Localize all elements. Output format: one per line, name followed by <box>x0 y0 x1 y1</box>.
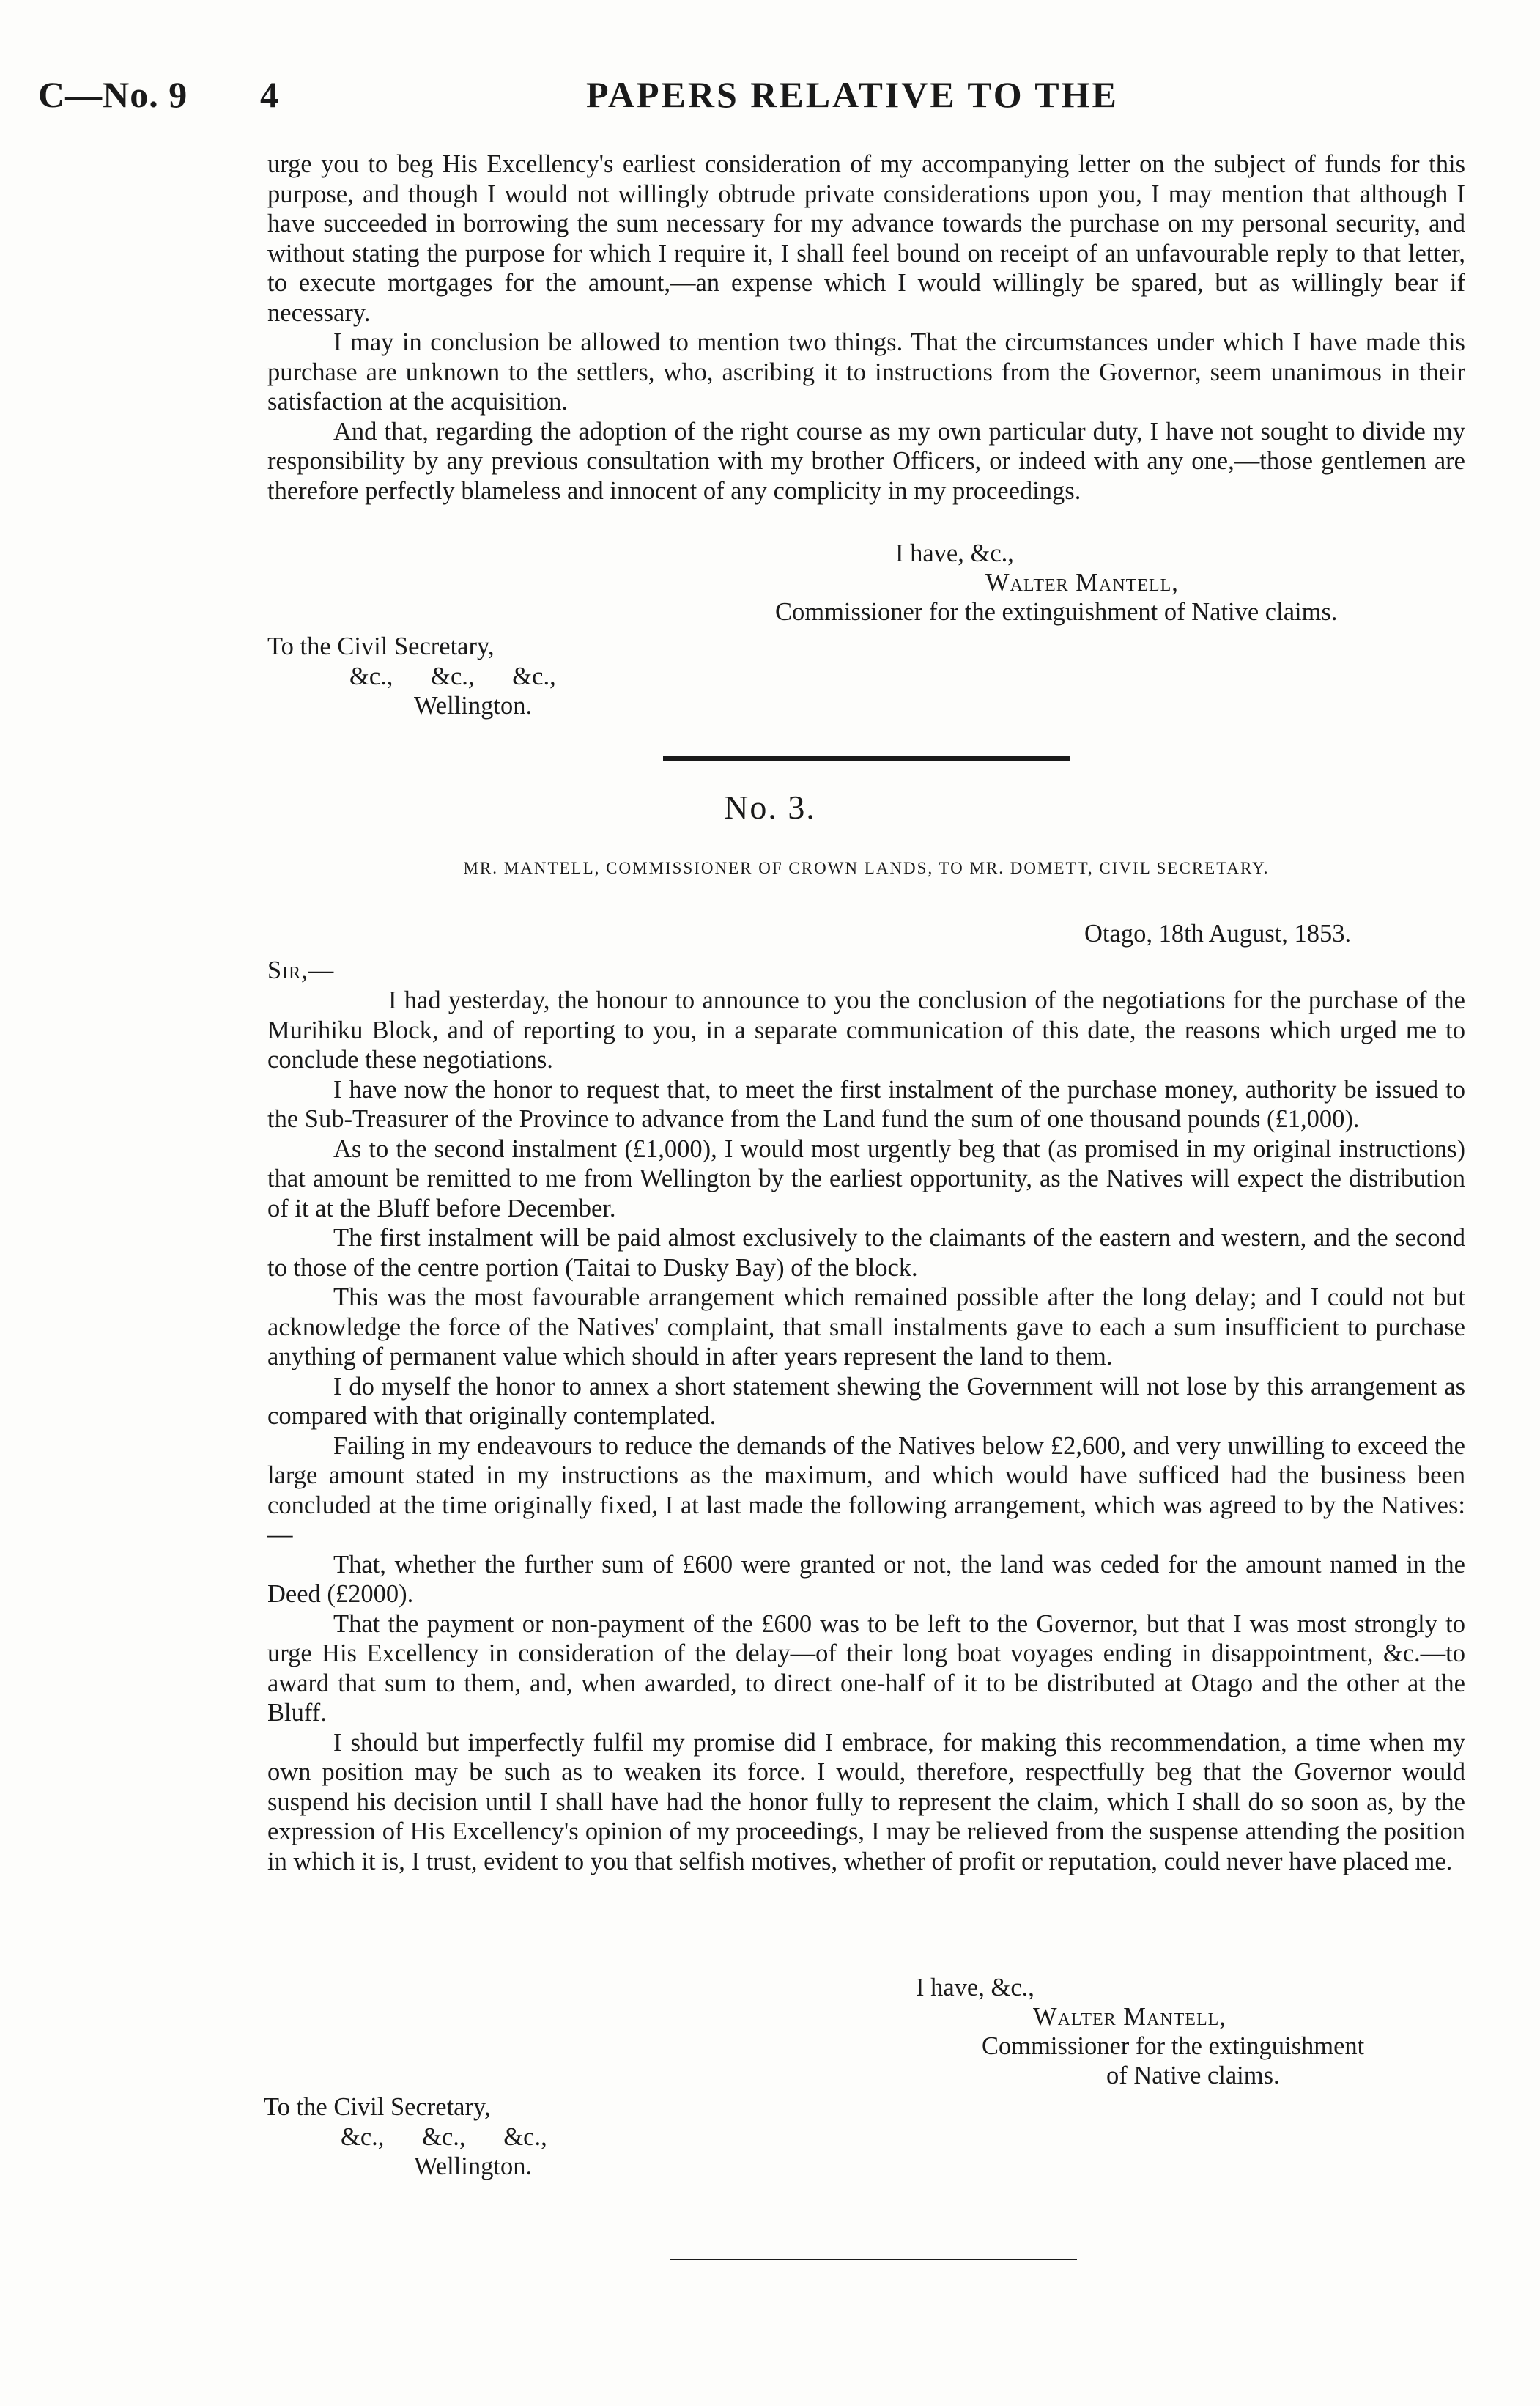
signatory-title: Commissioner for the extinguishment of Native claims. <box>775 598 1338 626</box>
paragraph: That, whether the further sum of £600 were granted or not, the land was ceded for the amount named in the Deed (£2000). <box>267 1550 1465 1608</box>
page-number: 4 <box>260 74 278 115</box>
closing-formula: I have, &c., <box>916 1974 1034 2001</box>
address-place: Wellington. <box>414 2152 533 2180</box>
signatory-title: Commissioner for the extinguishment <box>982 2032 1365 2060</box>
letter-subheading: MR. MANTELL, COMMISSIONER OF CROWN LANDS, TO MR. DOMETT, CIVIL SECRETARY. <box>463 859 1270 877</box>
address-block <box>267 632 556 721</box>
paragraph: As to the second instalment (£1,000), I would most urgently beg that (as promised in my original instructions) that amount be remitted to me from Wellington by the earliest opportunity, as the Natives will expect the distribution of it at the Bluff before December. <box>267 1134 1465 1222</box>
closing-formula: I have, &c., <box>895 539 1014 567</box>
signatory-name: Walter Mantell, <box>985 569 1179 597</box>
address-etc: &c., &c., &c., <box>349 662 556 690</box>
paragraph: Failing in my endeavours to reduce the demands of the Natives below £2,600, and very unwilling to exceed the large amount stated in my instructions as the maximum, and which would have sufficed had the business been concluded at the time originally fixed, I at last made the following arrangement, which was agreed to by the Natives:— <box>267 1431 1465 1549</box>
document-reference: C—No. 9 <box>38 74 188 115</box>
paragraph: I had yesterday, the honour to announce to you the conclusion of the negotiations for the purchase of the Murihiku Block, and of reporting to you, in a separate communication of this date, the reasons which urged me to conclude these negotiations. <box>267 986 1465 1074</box>
dateline: Otago, 18th August, 1853. <box>1084 920 1352 948</box>
address-recipient: To the Civil Secretary, <box>264 2093 491 2121</box>
address-recipient: To the Civil Secretary, <box>267 632 495 660</box>
paragraph: The first instalment will be paid almost exclusively to the claimants of the eastern and western, and the second to those of the centre portion (Taitai to Dusky Bay) of the block. <box>267 1224 1465 1282</box>
document-number: No. 3. <box>724 789 816 826</box>
paragraph: I may in conclusion be allowed to mention two things. That the circumstances under which I have made this purchase are unknown to the settlers, who, ascribing it to instructions from the Governor, seem unanimous in their satisfaction at the acquisition. <box>267 328 1465 416</box>
signatory-title-continued: of Native claims. <box>1106 2062 1280 2089</box>
address-block <box>264 2092 547 2182</box>
paragraph: I should but imperfectly fulfil my promise did I embrace, for making this recommendation, a time when my own position may be such as to weaken its force. I would, therefore, respectfully beg that the Governor would suspend his decision until I shall have had the honor fully to represent the claim, which I shall do so soon as, by the expression of His Excellency's opinion of my proceedings, I may be relieved from the suspense attending the position in which it is, I trust, evident to you that selfish motives, whether of profit or reputation, could never have placed me. <box>267 1728 1465 1875</box>
paragraph: This was the most favourable arrangement which remained possible after the long delay; and I could not but acknowledge the force of the Natives' complaint, that small instalments gave to each a sum insufficient to purchase anything of permanent value which should in after years represent the land to them. <box>267 1283 1465 1370</box>
salutation: Sir,— <box>267 956 335 984</box>
letter-body <box>267 986 1465 1876</box>
section-divider <box>663 756 1070 761</box>
end-divider <box>670 2259 1077 2260</box>
address-place: Wellington. <box>414 692 533 720</box>
page-header <box>0 73 1540 125</box>
running-title: PAPERS RELATIVE TO THE <box>586 74 1119 115</box>
letter-continuation <box>267 150 1465 506</box>
paragraph: I do myself the honor to annex a short statement shewing the Government will not lose by this arrangement as compared with that originally contemplated. <box>267 1372 1465 1430</box>
paragraph: That the payment or non-payment of the £600 was to be left to the Governor, but that I was most strongly to urge His Excellency in consideration of the delay—of their long boat voyages ending in disappointment, &c.—to award that sum to them, and, when awarded, to direct one-half of it to be distributed at Otago and the other at the Bluff. <box>267 1609 1465 1727</box>
paragraph: And that, regarding the adoption of the right course as my own particular duty, I have not sought to divide my responsibility by any previous consultation with my brother Officers, or indeed with any one,—those gentlemen are therefore perfectly blameless and innocent of any complicity in my proceedings. <box>267 417 1465 505</box>
address-etc: &c., &c., &c., <box>341 2122 547 2151</box>
paragraph: I have now the honor to request that, to meet the first instalment of the purchase money, authority be issued to the Sub-Treasurer of the Province to advance from the Land fund the sum of one thousand pounds (£1,000). <box>267 1075 1465 1133</box>
paragraph: urge you to beg His Excellency's earliest consideration of my accompanying letter on the subject of funds for this purpose, and though I would not willingly obtrude private considerations upon you, I may mention that although I have succeeded in borrowing the sum necessary for my advance towards the purchase on my personal security, and without stating the purpose for which I require it, I shall feel bound on receipt of an unfavourable reply to that letter, to execute mortgages for the amount,—an expense which I would willingly be spared, but as willingly bear if necessary. <box>267 150 1465 327</box>
signatory-name: Walter Mantell, <box>1033 2003 1226 2031</box>
